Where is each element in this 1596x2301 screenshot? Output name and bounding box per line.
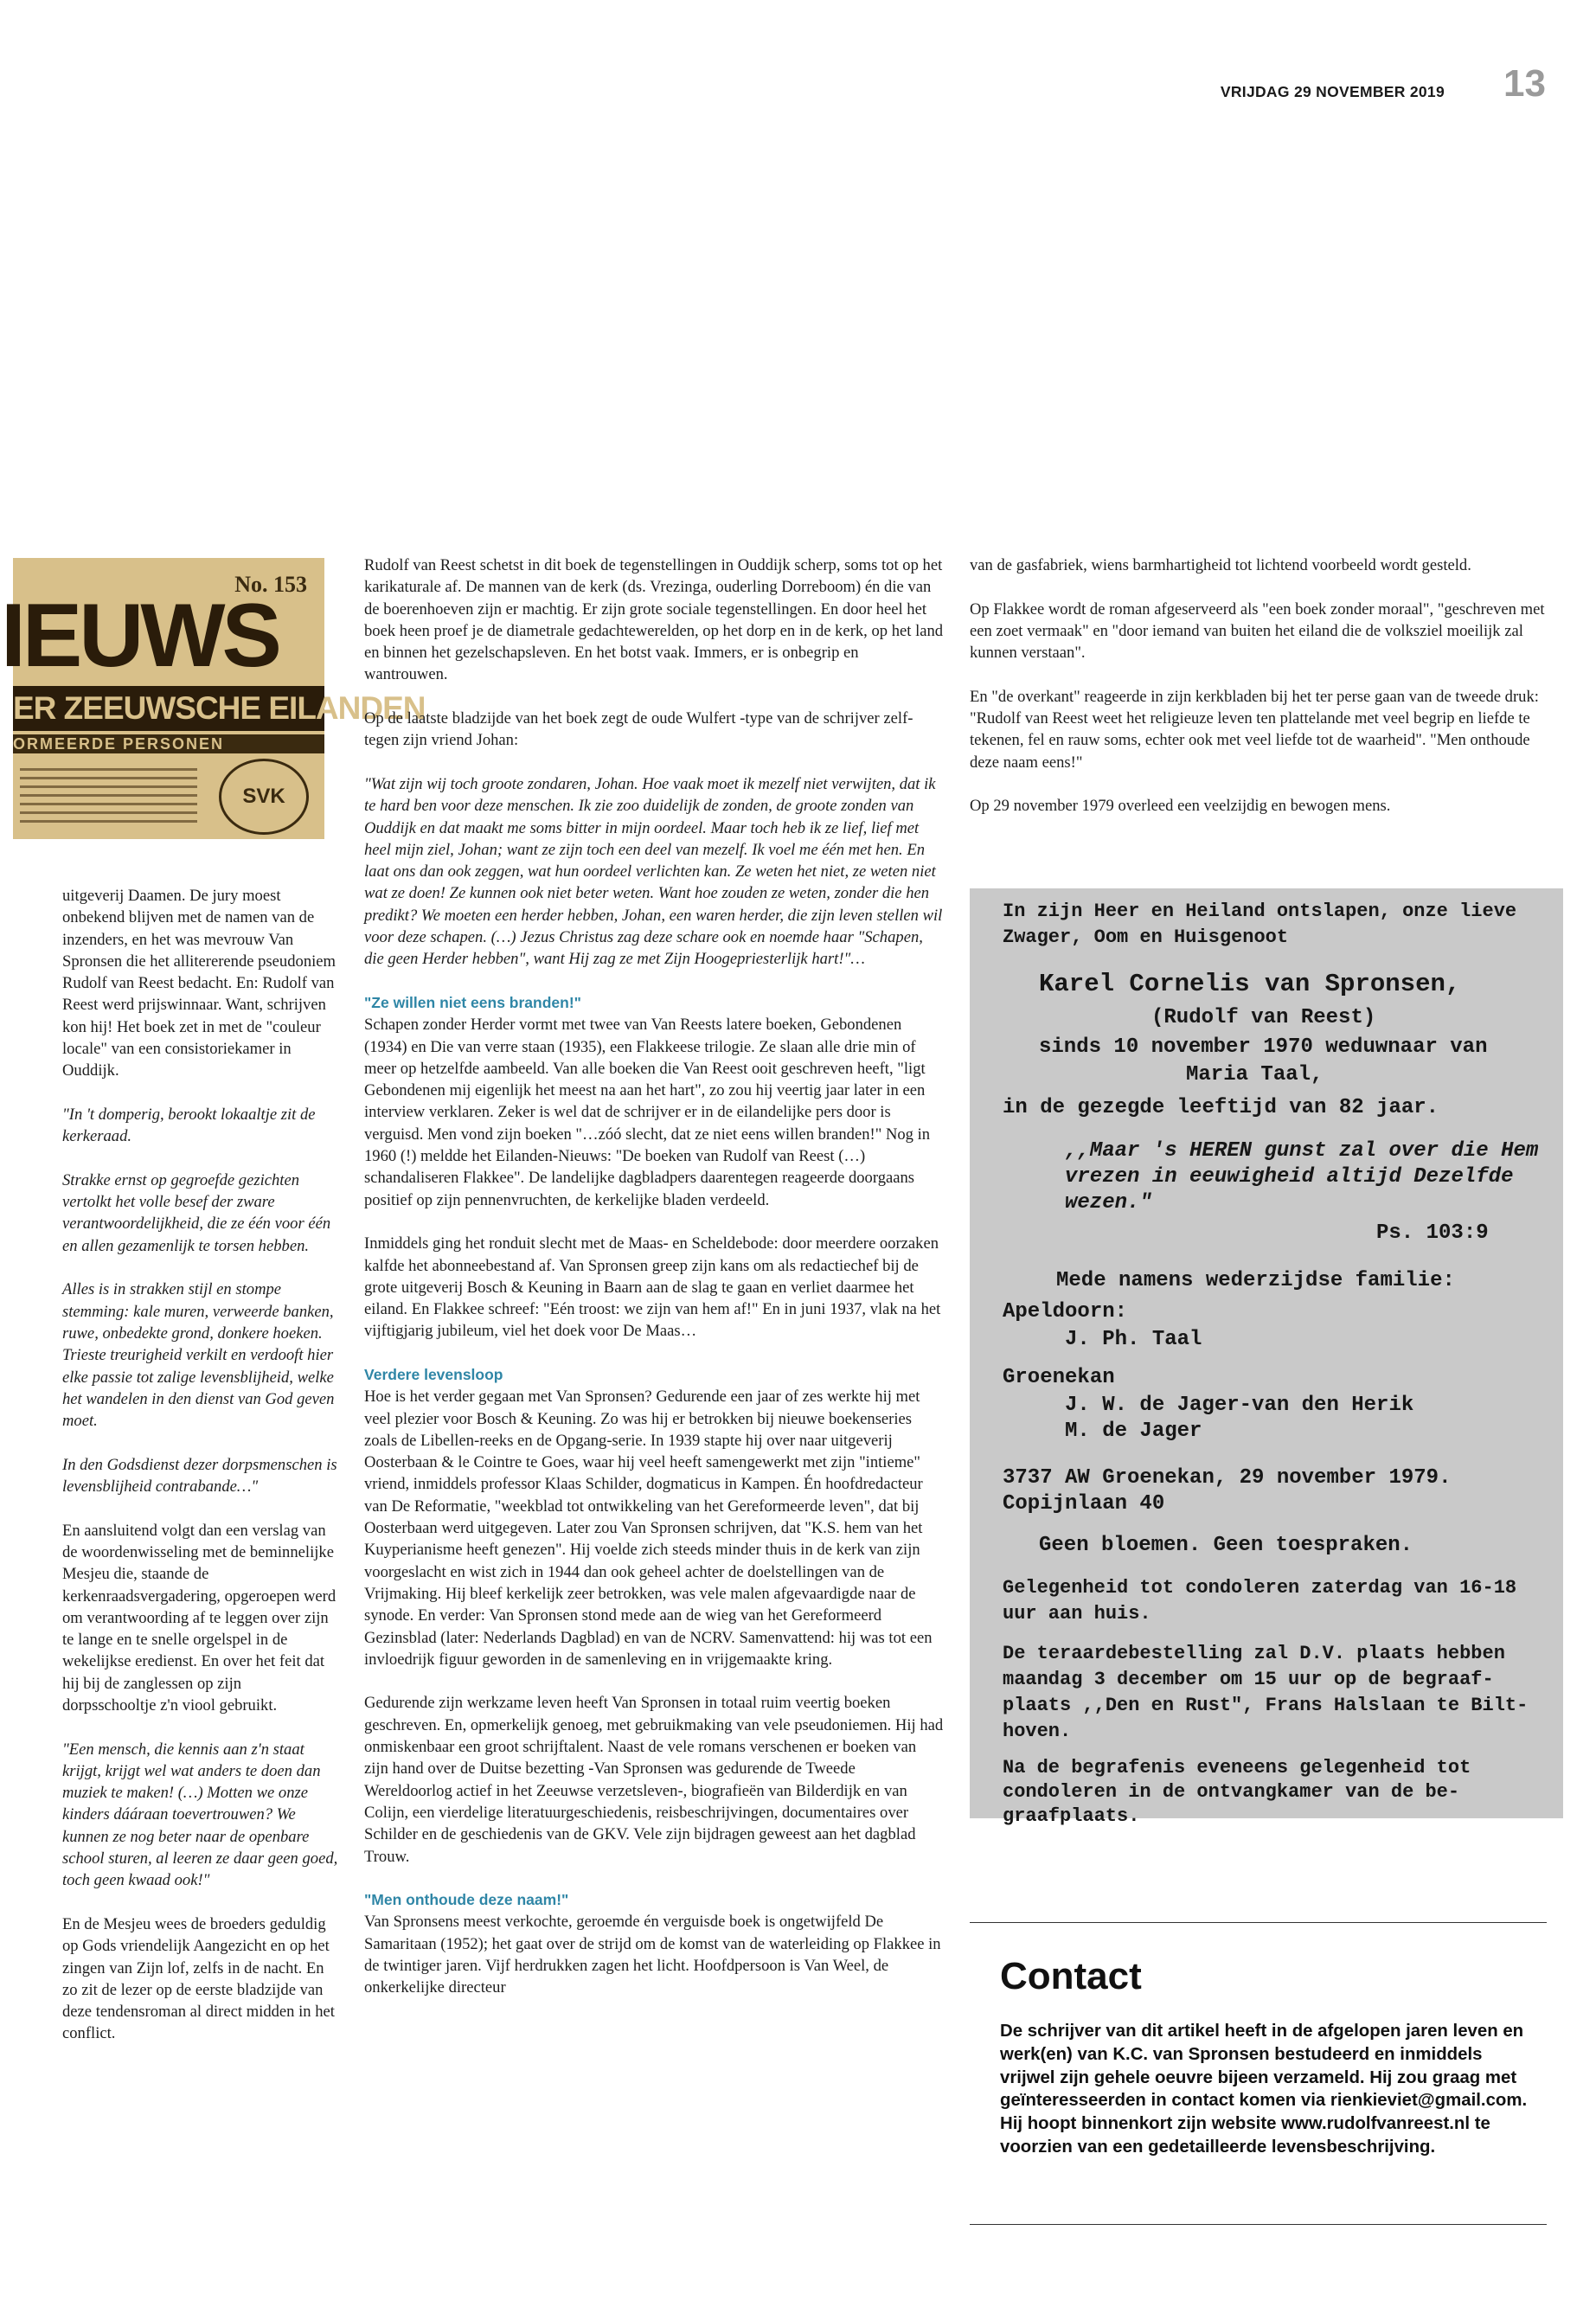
clipping-subtitle-2: ORMEERDE PERSONEN — [13, 734, 324, 753]
obituary-line: Copijnlaan 40 — [1003, 1492, 1165, 1516]
paragraph: Op 29 november 1979 overleed een veelzijdig en bewogen mens. — [970, 797, 1391, 816]
obituary-line: Zwager, Oom en Huisgenoot — [1003, 926, 1289, 948]
quote-paragraph: "Een mensch, die kennis aan z'n staat krijgt, krijgt wel wat anders te doen dan muziek te maken! (…) Motten we onze kinders dááraan toevertrouwen? We kunnen ze nog beter naar de openbare school sturen, al leeren ze daar geen goed, toch geen kwaad ook!" — [62, 1740, 338, 1890]
obituary-line: Groenekan — [1003, 1366, 1115, 1389]
quote-paragraph: "Wat zijn wij toch groote zondaren, Johan. Hoe vaak moet ik mezelf niet verwijten, dat ik te hard ben voor deze menschen. Ik zie zoo duidelijk de zonden, de groote zonden van Ouddijk en dat maakt me soms bitter in mijn oordeel. Maar toch heb ik ze lief, lief met heel mijn ziel, Johan; want ze zijn toch een deel van mezelf. Ik voel me één met hen. En laat ons dan ook zeggen, wat hun oordeel verlichten kan. Ze weten het niet, ze weten niet wat ze doen! Ze kunnen ook niet beter weten. Want hoe zouden ze weten, zonder die hen predikt? We moeten een herder hebben, Johan, een waren herder, die zijn leven stellen wil voor deze schapen. (…) Jezus Christus zag deze schare ook en noemde haar "Schapen, die geen Herder hebben", want Hij zag ze met Zijn Hoogepriesterlijk hart!"… — [364, 774, 943, 969]
paragraph: En "de overkant" reageerde in zijn kerkbladen bij het ter perse gaan van de tweede druk: "Rudolf van Reest weet het religieuze leven ten plattelande met veel begrip en liefde te tekenen, fel en rauw soms, echter ook met veel liefde tot de waarheid". "Men onthoude deze naam eens!" — [970, 687, 1539, 772]
paragraph: Op de laatste bladzijde van het boek zegt de oude Wulfert -type van de schrijver zelf- tegen zijn vriend Johan: — [364, 709, 913, 750]
paragraph: En aansluitend volgt dan een verslag van de woordenwisseling met de beminnelijke Mesjeu die, staande de kerkenraadsvergadering, opgeroepen werd om verantwoording af te leggen over zijn te lange en te snelle orgelspel in de wekelijkse eredienst. En over het feit dat hij bij de zanglessen op zijn dorpsschooltje z'n viool gebruikt. — [62, 1521, 337, 1715]
obituary-line: in de gezegde leeftijd van 82 jaar. — [1003, 1096, 1439, 1119]
obituary-name: Karel Cornelis van Spronsen, — [1039, 970, 1461, 998]
paragraph: Inmiddels ging het ronduit slecht met de Maas- en Scheldebode: door meerdere oorzaken kalfde het abonneebestand af. Van Spronsen greep zijn kans om als redactiechef bij de grote uitgeverij Bosch & Keuning in Baarn aan de slag te gaan en verliet daarmee het eiland. En Flakkee schreef: "Eén troost: we zijn van hem af!" En in juni 1937, vlak na het vijftigjarig jubileum, viel het doek voor De Maas… — [364, 1234, 941, 1341]
obituary-line: sinds 10 november 1970 weduwnaar van — [1039, 1035, 1488, 1059]
obituary-line: De teraardebestelling zal D.V. plaats hebben — [1003, 1643, 1505, 1664]
clipping-issue-number: No. 153 — [234, 572, 307, 597]
quote-paragraph: In den Godsdienst dezer dorpsmenschen is levensblijheid contrabande…" — [62, 1455, 337, 1497]
obituary-line: Apeldoorn: — [1003, 1300, 1128, 1324]
contact-top-rule — [970, 1922, 1547, 1923]
obituary-line: graafplaats. — [1003, 1805, 1140, 1827]
obituary-line: vrezen in eeuwigheid altijd Dezelfde — [1065, 1165, 1514, 1189]
obituary-line: plaats ,,Den en Rust", Frans Halslaan te Bilt- — [1003, 1695, 1529, 1716]
contact-bottom-rule — [970, 2224, 1547, 2225]
article-column-2 — [364, 554, 944, 1999]
obituary-line: Geen bloemen. Geen toespraken. — [1039, 1534, 1413, 1557]
clipping-text-lines — [20, 762, 197, 829]
section-heading: "Ze willen niet eens branden!" — [364, 993, 581, 1011]
clipping-masthead: IEUWS — [1, 586, 279, 686]
quote-paragraph: Alles is in strakken stijl en stompe stemming: kale muren, verweerde banken, ruwe, onbedekte grond, donkere hoeken. Trieste treurigheid verkilt en verdooft hier elke passie tot zalige levensblijheid, welke het wandelen in den dienst van God geven moet. — [62, 1280, 335, 1431]
section-heading: "Men onthoude deze naam!" — [364, 1891, 569, 1909]
paragraph: Gedurende zijn werkzame leven heeft Van Spronsen in totaal ruim veertig boeken geschreven. En, opmerkelijk genoeg, met gebruikmaking van vele pseudoniemen. Hij had onmiskenbaar een groot schrijftalent. Naast de vele romans verschenen er boeken van zijn hand over de Duitse bezetting -Van Spronsen was gedurende de Tweede Wereldoorlog actief in het Zeeuwse verzetsleven-, biografieën van Bilderdijk en van Colijn, een vierdelige literatuurgeschiedenis, reisbeschrijvingen, documentaires over Schilder en de geschiedenis van de GKV. Vele zijn bijdragen geweest aan het dagblad Trouw. — [364, 1694, 944, 1866]
obituary-line: wezen." — [1065, 1191, 1152, 1215]
obituary-line: Na de begrafenis eveneens gelegenheid tot — [1003, 1757, 1471, 1779]
paragraph: Hoe is het verder gegaan met Van Spronsen? Gedurende een jaar of zes werkte hij met veel plezier voor Bosch & Keuning. Zo was hij er betrokken bij nieuwe boekenseries zoals de Libellen-reeks en de Opgang-serie. In 1939 stapte hij over naar uitgeverij Oosterbaan & le Cointre te Goes, waar hij veel heeft samengewerkt met zijn "intieme" vriend, inmiddels professor Klaas Schilder, dogmaticus in Kampen. Én hoofdredacteur van De Reformatie, "weekblad tot ontwikkeling van het Gereformeerde leven", dat bij Oosterbaan werd uitgegeven. Later zou Van Spronsen schrijven, dat "K.S. hem van het Kuyperianisme heeft genezen". Hij voelde zich steeds minder thuis in de kerk van zijn voorgeslacht en wist zich in 1944 dan ook geheel achter de doelstellingen van de Vrijmaking. Hij bleef kerkelijk zeer betrokken, was vele malen afgevaardigde naar de synode. En verder: Van Spronsen stond mede aan de wieg van het Gereformeerd Gezinsblad (later: Nederlands Dagblad) en van de NCRV. Samenvattend: hij was tot een invloedrijk figuur geworden in de samenleving en in vrijgemaakte kring. — [364, 1388, 933, 1669]
quote-paragraph: Strakke ernst op gegroefde gezichten vertolkt het volle besef der zware verantwoordelijkheid, die ze één voor één en allen gezamenlijk te torsen hebben. — [62, 1170, 331, 1255]
quote-paragraph: "In 't domperig, berookt lokaaltje zit de kerkeraad. — [62, 1105, 316, 1146]
obituary-line: 3737 AW Groenekan, 29 november 1979. — [1003, 1466, 1452, 1490]
obituary-line: hoven. — [1003, 1721, 1072, 1742]
paragraph: Schapen zonder Herder vormt met twee van Van Reests latere boeken, Gebondenen (1934) en Die van verre staan (1935), een Flakkeese trilogie. Ze slaan alle drie min of meer op hetzelfde aambeeld. Van alle boeken die Van Reest ooit geschreven heeft, "ligt Gebondenen mij eigenlijk het meest na aan het hart", zo zou hij veertig jaar later in een interview verklaren. Zeker is wel dat de schrijver er in de eilandelijke pers door is verguisd. Men vond zijn boeken "…zóó slecht, dat ze niet eens willen branden!" Nog in 1960 (!) meldde het Eilanden-Nieuws: "De boeken van Rudolf van Reest (…) schandaliseren Flakkee". De landelijke dagbladpers daarentegen reageerde doorgaans positief op zijn pennenvruchten, de kerkelijke bladen verdeeld. — [364, 1016, 931, 1209]
obituary-line: In zijn Heer en Heiland ontslapen, onze lieve — [1003, 901, 1517, 922]
obituary-line: J. W. de Jager-van den Herik — [1065, 1394, 1414, 1417]
clipping-seal-icon: SVK — [219, 759, 309, 835]
obituary-line: condoleren in de ontvangkamer van de be- — [1003, 1781, 1460, 1803]
newspaper-clipping-image — [1, 558, 426, 839]
obituary-notice — [970, 888, 1563, 1827]
paragraph: Rudolf van Reest schetst in dit boek de tegenstellingen in Ouddijk scherp, soms tot op het karikaturale af. De mannen van de kerk (ds. Vrezinga, ouderling Dorreboom) én die van de boerenhoeven zijn er machtig. Er zijn grote sociale tegenstellingen. En door heel het boek heen proef je de diametrale gedachtewerelden, op het dorp en in de kerk, op het land en binnen het gezelschapsleven. En het botst vaak. Immers, er is onbegrip en wantrouwen. — [364, 556, 944, 684]
obituary-line: Mede namens wederzijdse familie: — [1056, 1269, 1455, 1292]
obituary-line: M. de Jager — [1065, 1420, 1202, 1443]
article-column-3 — [970, 554, 1549, 839]
obituary-line: Maria Taal, — [1186, 1063, 1324, 1086]
clipping-subtitle: ER ZEEUWSCHE EILANDEN — [13, 686, 324, 731]
page-date: VRIJDAG 29 NOVEMBER 2019 — [1220, 83, 1445, 100]
obituary-line: maandag 3 december om 15 uur op de begraaf- — [1003, 1669, 1494, 1690]
obituary-line: (Rudolf van Reest) — [1151, 1006, 1376, 1029]
contact-body: De schrijver van dit artikel heeft in de afgelopen jaren leven en werk(en) van K.C. van Spronsen bestudeerd en inmiddels vrijwel zijn gehele oeuvre bijeen verzameld. Hij zou graag met geïnteresseerden in contact komen via rienkieviet@gmail.com. Hij hoopt binnenkort zijn website www.rudolfvanreest.nl te voorzien van een gedetailleerde levensbeschrijving. — [1000, 2022, 1528, 2157]
contact-title: Contact — [1000, 1955, 1142, 1997]
obituary-line: Gelegenheid tot condoleren zaterdag van 16-18 — [1003, 1577, 1517, 1599]
obituary-line: J. Ph. Taal — [1065, 1328, 1202, 1351]
page-number: 13 — [1503, 62, 1546, 105]
paragraph: Op Flakkee wordt de roman afgeserveerd als "een boek zonder moraal", "geschreven met een zoet vermaak" en "door iemand van buiten het eiland die de volksziel moeilijk zal kunnen verstaan". — [970, 599, 1545, 663]
paragraph: En de Mesjeu wees de broeders geduldig op Gods vriendelijk Aangezicht en op het zingen van Zijn lof, zelfs in de nacht. En zo zit de lezer op de eerste bladzijde van deze tendensroman al direct midden in het conflict. — [62, 1914, 335, 2043]
paragraph: van de gasfabriek, wiens barmhartigheid tot lichtend voorbeeld wordt gesteld. — [970, 556, 1471, 574]
obituary-line: ,,Maar 's HEREN gunst zal over die Hem — [1065, 1139, 1539, 1163]
obituary-line: Ps. 103:9 — [1376, 1221, 1489, 1245]
obituary-line: uur aan huis. — [1003, 1603, 1151, 1625]
article-column-1 — [62, 885, 339, 2067]
paragraph: uitgeverij Daamen. De jury moest onbekend blijven met de namen van de inzenders, en het was mevrouw Van Spronsen die het allitererende pseudoniem Rudolf van Reest bedacht. En: Rudolf van Reest werd prijswinnaar. Want, schrijven kon hij! Het boek zet in met de "couleur locale" van een consistoriekamer in Ouddijk. — [62, 887, 336, 1080]
paragraph: Van Spronsens meest verkochte, geroemde én verguisde boek is ongetwijfeld De Samaritaan (1952); het gaat over de strijd om de komst van de waterleiding op Flakkee in de twintiger jaren. Vijf herdrukken zagen het licht. Hoofdpersoon is Van Weel, de onkerkelijke directeur — [364, 1913, 941, 1997]
section-heading: Verdere levensloop — [364, 1365, 503, 1383]
